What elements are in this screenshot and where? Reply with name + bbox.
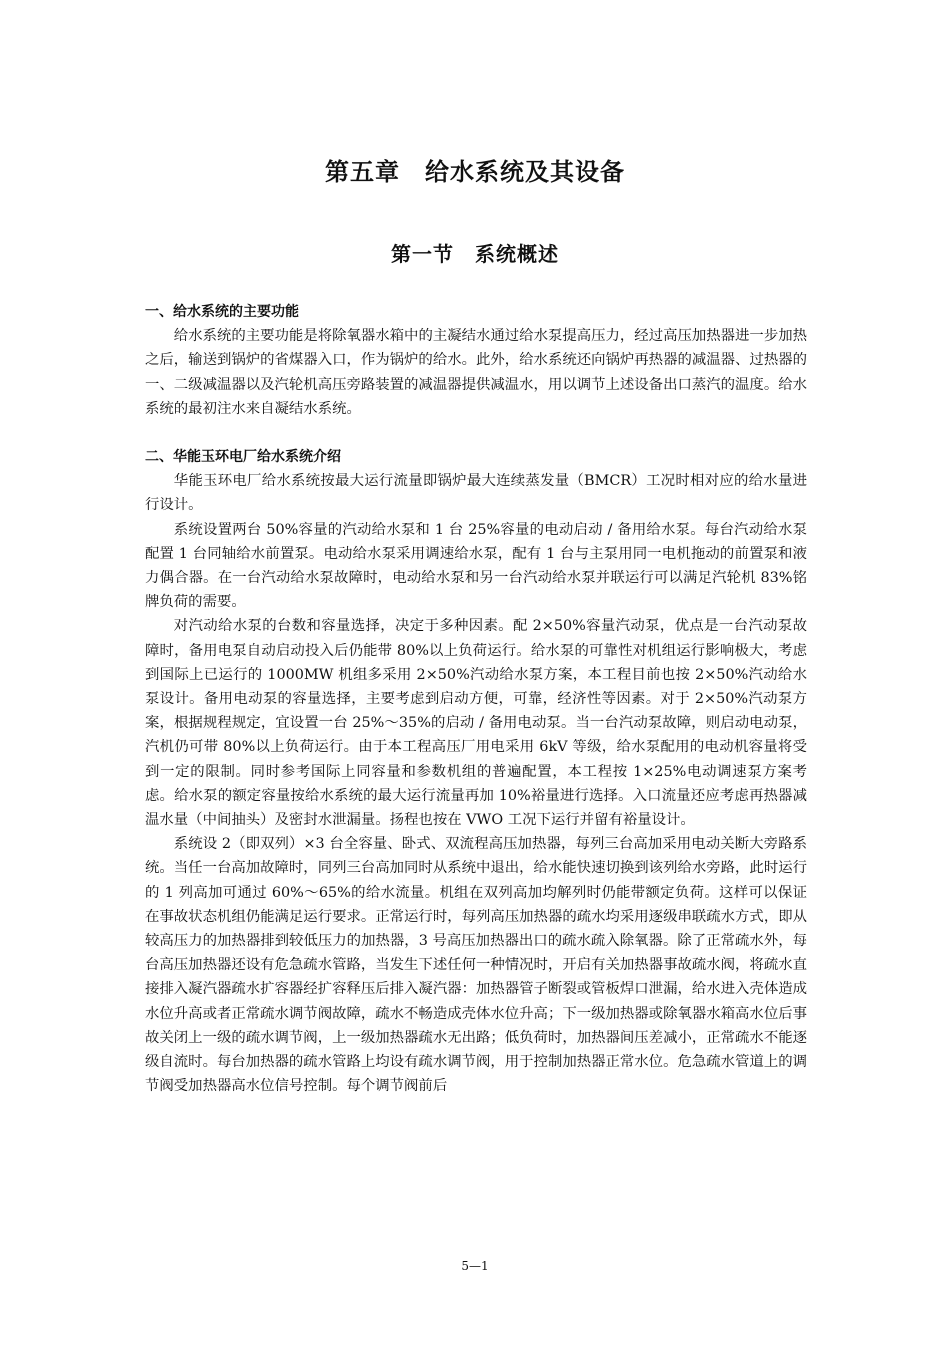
- page-number: 5—1: [461, 1259, 489, 1273]
- chapter-title: 第五章 给水系统及其设备: [325, 158, 625, 186]
- body-content: [145, 300, 807, 1099]
- paragraph-pump-selection: 对汽动给水泵的台数和容量选择，决定于多种因素。配 2×50%容量汽动泵，优点是一台汽动泵故障时，备用电泵自动启动投入后仍能带 80%以上负荷运行。给水泵的可靠性对机组运行影响极大，考虑到国际上已运行的 1000MW 机组多采用 2×50%汽动给水泵方案，本工程目前也按 2×50%汽动给水泵设计。备用电动泵的容量选择，主要考虑到启动方便，可靠，经济性等因素。对于 2×50%汽动泵方案，根据规程规定，宜设置一台 25%～35%的启动 / 备用电动泵。当一台汽动泵故障，则启动电动泵，汽机仍可带 80%以上负荷运行。由于本工程高压厂用电采用 6kV 等级，给水泵配用的电动机容量将受到一定的限制。同时参考国际上同容量和参数机组的普遍配置，本工程按 1×25%电动调速泵方案考虑。给水泵的额定容量按给水系统的最大运行流量再加 10%裕量进行选择。入口流量还应考虑再热器减温水量（中间抽头）及密封水泄漏量。扬程也按在 VWO 工况下运行并留有裕量设计。: [145, 618, 807, 829]
- paragraph-pump-config: 系统设置两台 50%容量的汽动给水泵和 1 台 25%容量的电动启动 / 备用给水泵。每台汽动给水泵配置 1 台同轴给水前置泵。电动给水泵采用调速给水泵，配有 1 台与主泵用同一电机拖动的前置泵和液力偶合器。在一台汽动给水泵故障时，电动给水泵和另一台汽动给水泵并联运行可以满足汽轮机 83%铭牌负荷的需要。: [145, 521, 807, 611]
- section-gap: [145, 421, 807, 445]
- subsection-heading-2: 二、华能玉环电厂给水系统介绍: [145, 449, 341, 466]
- section-title: 第一节 系统概述: [391, 242, 559, 266]
- paragraph-function: 给水系统的主要功能是将除氧器水箱中的主凝结水通过给水泵提高压力，经过高压加热器进一步加热之后，输送到锅炉的省煤器入口，作为锅炉的给水。此外，给水系统还向锅炉再热器的减温器、过热器的一、二级减温器以及汽轮机高压旁路装置的减温器提供减温水，用以调节上述设备出口蒸汽的温度。给水系统的最初注水来自凝结水系统。: [145, 328, 807, 417]
- subsection-heading-1: 一、给水系统的主要功能: [145, 304, 299, 320]
- paragraph-design-basis: 华能玉环电厂给水系统按最大运行流量即锅炉最大连续蒸发量（BMCR）工况时相对应的给水量进行设计。: [145, 473, 807, 514]
- paragraph-heaters: 系统设 2（即双列）×3 台全容量、卧式、双流程高压加热器，每列三台高加采用电动关断大旁路系统。当任一台高加故障时，同列三台高加同时从系统中退出，给水能快速切换到该列给水旁路，此时运行的 1 列高加可通过 60%～65%的给水流量。机组在双列高加均解列时仍能带额定负荷。这样可以保证在事故状态机组仍能满足运行要求。正常运行时，每列高压加热器的疏水均采用逐级串联疏水方式，即从较高压力的加热器排到较低压力的加热器，3 号高压加热器出口的疏水疏入除氧器。除了正常疏水外，每台高压加热器还设有危急疏水管路，当发生下述任何一种情况时，开启有关加热器事故疏水阀，将疏水直接排入凝汽器疏水扩容器经扩容释压后排入凝汽器：加热器管子断裂或管板焊口泄漏，给水进入壳体造成水位升高或者正常疏水调节阀故障，疏水不畅造成壳体水位升高；下一级加热器或除氧器水箱高水位后事故关闭上一级的疏水调节阀，上一级加热器疏水无出路；低负荷时，加热器间压差减小，正常疏水不能逐级自流时。每台加热器的疏水管路上均设有疏水调节阀，用于控制加热器正常水位。危急疏水管道上的调节阀受加热器高水位信号控制。每个调节阀前后: [145, 836, 807, 1095]
